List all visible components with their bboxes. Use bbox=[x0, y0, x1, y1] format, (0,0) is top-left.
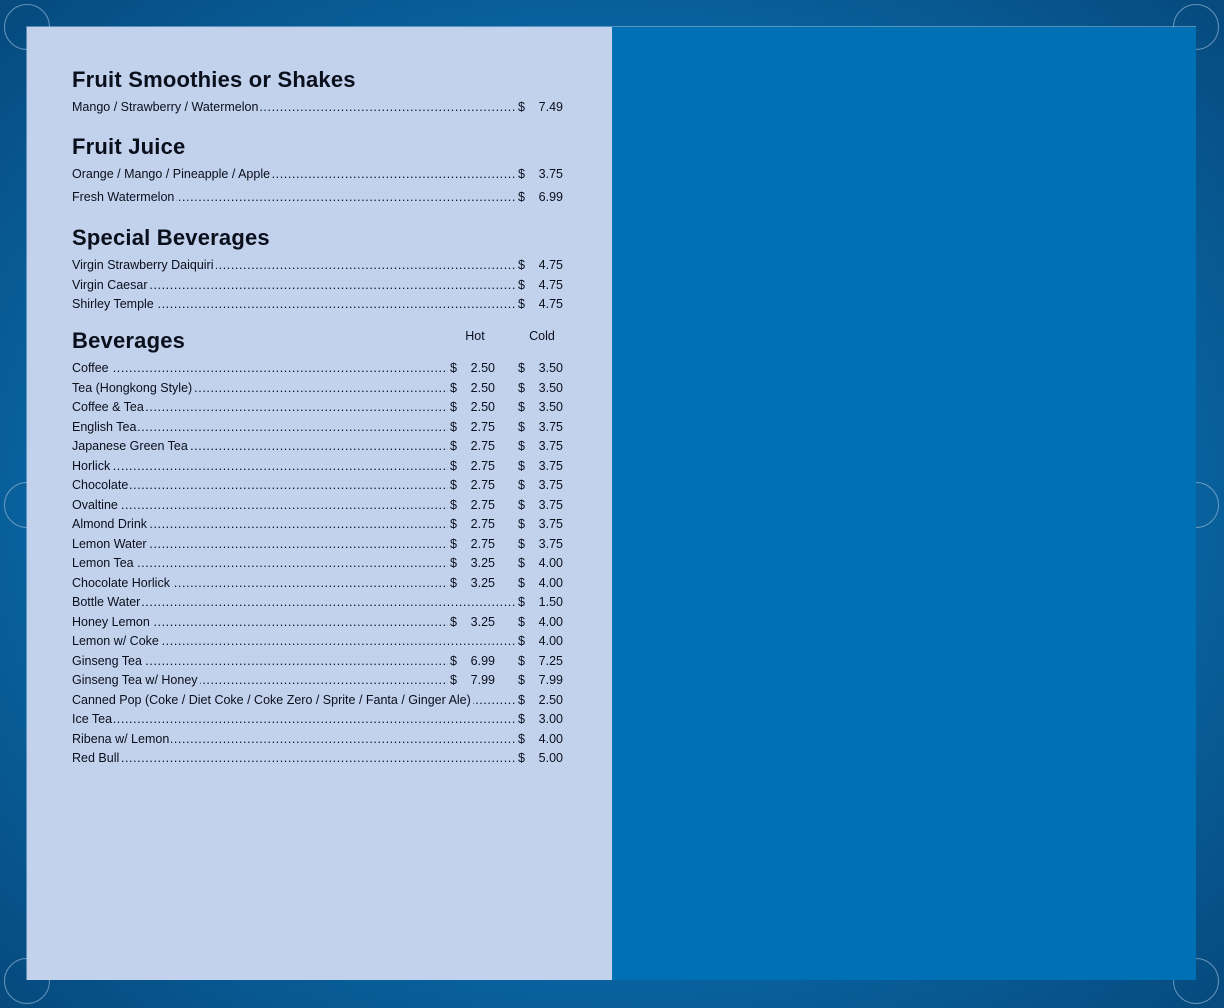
price-amount: 6.99 bbox=[538, 190, 563, 204]
currency-symbol: $ bbox=[450, 556, 457, 570]
currency-symbol: $ bbox=[450, 653, 457, 668]
price-cold bbox=[518, 458, 563, 475]
price-cold bbox=[518, 296, 563, 313]
currency-symbol: $ bbox=[518, 190, 525, 204]
price-cold bbox=[518, 672, 563, 689]
price-hot bbox=[450, 360, 495, 377]
menu-item-row bbox=[72, 189, 563, 206]
menu-item-row bbox=[72, 477, 563, 494]
currency-symbol: $ bbox=[518, 458, 525, 473]
menu-item-row bbox=[72, 166, 563, 183]
price-amount: 4.75 bbox=[538, 277, 563, 292]
price-cold bbox=[518, 99, 563, 116]
section-title-beverages: Beverages bbox=[72, 328, 186, 353]
price-amount: 4.00 bbox=[538, 556, 563, 570]
currency-symbol: $ bbox=[450, 517, 457, 531]
menu-item-row bbox=[72, 419, 563, 436]
section-title-smoothies: Fruit Smoothies or Shakes bbox=[72, 67, 356, 92]
currency-symbol: $ bbox=[518, 258, 525, 272]
menu-item-name: Canned Pop (Coke / Diet Coke / Coke Zero / Sprite / Fanta / Ginger Ale) bbox=[72, 692, 471, 707]
menu-item-row bbox=[72, 360, 563, 377]
currency-symbol: $ bbox=[450, 380, 457, 395]
price-amount: 4.75 bbox=[538, 258, 563, 272]
currency-symbol: $ bbox=[450, 400, 457, 414]
price-amount: 3.75 bbox=[538, 167, 563, 181]
menu-item-row bbox=[72, 653, 563, 670]
menu-item-name: Chocolate bbox=[72, 478, 129, 492]
price-amount: 3.75 bbox=[538, 497, 563, 512]
price-hot bbox=[450, 575, 495, 592]
currency-symbol: $ bbox=[518, 595, 525, 609]
menu-item-row bbox=[72, 692, 563, 709]
currency-symbol: $ bbox=[518, 277, 525, 292]
price-cold bbox=[518, 614, 563, 631]
menu-item-row bbox=[72, 555, 563, 572]
price-amount: 3.25 bbox=[470, 556, 495, 570]
price-amount: 2.75 bbox=[470, 478, 495, 492]
price-hot bbox=[450, 653, 495, 670]
menu-item-name: Virgin Caesar bbox=[72, 277, 148, 292]
currency-symbol: $ bbox=[450, 536, 457, 551]
price-amount: 6.99 bbox=[470, 653, 495, 668]
currency-symbol: $ bbox=[518, 361, 525, 375]
currency-symbol: $ bbox=[518, 692, 525, 707]
currency-symbol: $ bbox=[518, 100, 525, 114]
price-cold bbox=[518, 438, 563, 455]
menu-item-name: Almond Drink bbox=[72, 517, 148, 531]
menu-item-name: Lemon Tea bbox=[72, 556, 134, 570]
currency-symbol: $ bbox=[450, 575, 457, 590]
menu-item-row bbox=[72, 438, 563, 455]
price-hot bbox=[450, 536, 495, 553]
price-cold bbox=[518, 711, 563, 728]
menu-item-row bbox=[72, 711, 563, 728]
menu-item-row bbox=[72, 614, 563, 631]
currency-symbol: $ bbox=[518, 167, 525, 181]
currency-symbol: $ bbox=[518, 380, 525, 395]
price-amount: 4.00 bbox=[538, 731, 563, 746]
price-amount: 3.50 bbox=[538, 400, 563, 414]
currency-symbol: $ bbox=[518, 614, 525, 629]
price-hot bbox=[450, 672, 495, 689]
price-hot bbox=[450, 380, 495, 397]
column-header-cold: Cold bbox=[529, 329, 555, 343]
price-cold bbox=[518, 189, 563, 206]
price-amount: 3.50 bbox=[538, 380, 563, 395]
price-amount: 3.25 bbox=[470, 575, 495, 590]
menu-item-row bbox=[72, 633, 563, 650]
currency-symbol: $ bbox=[518, 419, 525, 434]
currency-symbol: $ bbox=[450, 361, 457, 375]
menu-item-name: Bottle Water bbox=[72, 595, 141, 609]
price-amount: 3.75 bbox=[538, 478, 563, 492]
currency-symbol: $ bbox=[518, 673, 525, 687]
price-cold bbox=[518, 277, 563, 294]
price-hot bbox=[450, 438, 495, 455]
menu-item-name: Ice Tea bbox=[72, 712, 113, 726]
price-hot bbox=[450, 516, 495, 533]
price-cold bbox=[518, 497, 563, 514]
menu-item-row bbox=[72, 672, 563, 689]
currency-symbol: $ bbox=[518, 575, 525, 590]
currency-symbol: $ bbox=[450, 497, 457, 512]
price-cold bbox=[518, 380, 563, 397]
currency-symbol: $ bbox=[518, 400, 525, 414]
menu-item-row bbox=[72, 575, 563, 592]
menu-item-name: Horlick bbox=[72, 458, 111, 473]
currency-symbol: $ bbox=[518, 536, 525, 551]
price-cold bbox=[518, 360, 563, 377]
menu-item-row bbox=[72, 750, 563, 767]
price-amount: 2.75 bbox=[470, 439, 495, 453]
price-amount: 3.75 bbox=[538, 419, 563, 434]
price-hot bbox=[450, 477, 495, 494]
menu-item-name: Orange / Mango / Pineapple / Apple bbox=[72, 167, 271, 181]
menu-item-name: Virgin Strawberry Daiquiri bbox=[72, 258, 214, 272]
price-amount: 7.49 bbox=[538, 100, 563, 114]
price-amount: 3.75 bbox=[538, 439, 563, 453]
currency-symbol: $ bbox=[450, 673, 457, 687]
price-amount: 7.99 bbox=[538, 673, 563, 687]
currency-symbol: $ bbox=[518, 653, 525, 668]
price-amount: 2.75 bbox=[470, 458, 495, 473]
menu-item-row bbox=[72, 296, 563, 313]
column-header-hot: Hot bbox=[465, 329, 485, 343]
price-amount: 2.50 bbox=[470, 361, 495, 375]
currency-symbol: $ bbox=[450, 458, 457, 473]
menu-item-name: Chocolate Horlick bbox=[72, 575, 170, 590]
section-title-special-beverages: Special Beverages bbox=[72, 225, 270, 250]
price-hot bbox=[450, 555, 495, 572]
price-amount: 2.75 bbox=[470, 536, 495, 551]
price-cold bbox=[518, 633, 563, 650]
menu-item-name: Lemon Water bbox=[72, 536, 147, 551]
menu-item-name: Ribena w/ Lemon bbox=[72, 731, 170, 746]
menu-item-row bbox=[72, 731, 563, 748]
dot-leader bbox=[72, 497, 448, 514]
price-cold bbox=[518, 536, 563, 553]
menu-item-row bbox=[72, 399, 563, 416]
dot-leader bbox=[72, 711, 516, 728]
menu-page bbox=[27, 27, 612, 980]
price-amount: 1.50 bbox=[538, 595, 563, 609]
price-amount: 7.99 bbox=[470, 673, 495, 687]
price-cold bbox=[518, 477, 563, 494]
menu-item-name: Honey Lemon bbox=[72, 614, 150, 629]
menu-item-row bbox=[72, 277, 563, 294]
currency-symbol: $ bbox=[450, 478, 457, 492]
price-amount: 4.00 bbox=[538, 575, 563, 590]
price-cold bbox=[518, 575, 563, 592]
price-amount: 2.50 bbox=[538, 692, 563, 707]
menu-item-name: Japanese Green Tea bbox=[72, 439, 188, 453]
menu-item-name: Fresh Watermelon bbox=[72, 190, 175, 204]
dot-leader bbox=[72, 458, 448, 475]
currency-symbol: $ bbox=[518, 556, 525, 570]
currency-symbol: $ bbox=[518, 712, 525, 726]
price-hot bbox=[450, 614, 495, 631]
price-amount: 3.50 bbox=[538, 361, 563, 375]
price-amount: 3.75 bbox=[538, 517, 563, 531]
menu-item-name: Shirley Temple bbox=[72, 297, 154, 311]
menu-item-row bbox=[72, 458, 563, 475]
menu-item-row bbox=[72, 594, 563, 611]
menu-item-row bbox=[72, 99, 563, 116]
currency-symbol: $ bbox=[518, 751, 525, 765]
section-title-fruit-juice: Fruit Juice bbox=[72, 134, 186, 159]
price-hot bbox=[450, 399, 495, 416]
menu-item-row bbox=[72, 536, 563, 553]
price-amount: 2.75 bbox=[470, 517, 495, 531]
price-amount: 3.75 bbox=[538, 536, 563, 551]
price-cold bbox=[518, 166, 563, 183]
price-cold bbox=[518, 594, 563, 611]
price-cold bbox=[518, 731, 563, 748]
menu-item-row bbox=[72, 497, 563, 514]
price-amount: 4.00 bbox=[538, 614, 563, 629]
price-amount: 3.00 bbox=[538, 712, 563, 726]
price-amount: 3.25 bbox=[470, 614, 495, 629]
menu-item-name: Mango / Strawberry / Watermelon bbox=[72, 100, 259, 114]
currency-symbol: $ bbox=[450, 439, 457, 453]
price-cold bbox=[518, 653, 563, 670]
price-cold bbox=[518, 750, 563, 767]
currency-symbol: $ bbox=[518, 634, 525, 648]
price-cold bbox=[518, 399, 563, 416]
price-cold bbox=[518, 516, 563, 533]
price-cold bbox=[518, 419, 563, 436]
price-amount: 3.75 bbox=[538, 458, 563, 473]
menu-item-row bbox=[72, 380, 563, 397]
currency-symbol: $ bbox=[518, 517, 525, 531]
price-hot bbox=[450, 458, 495, 475]
currency-symbol: $ bbox=[518, 439, 525, 453]
price-hot bbox=[450, 419, 495, 436]
price-amount: 2.50 bbox=[470, 380, 495, 395]
price-amount: 4.75 bbox=[538, 297, 563, 311]
blank-right-panel bbox=[612, 27, 1196, 980]
price-amount: 5.00 bbox=[538, 751, 563, 765]
price-cold bbox=[518, 692, 563, 709]
currency-symbol: $ bbox=[518, 478, 525, 492]
price-amount: 4.00 bbox=[538, 634, 563, 648]
menu-item-row bbox=[72, 516, 563, 533]
menu-item-row bbox=[72, 257, 563, 274]
menu-item-name: Coffee bbox=[72, 361, 109, 375]
dot-leader bbox=[72, 750, 516, 767]
currency-symbol: $ bbox=[518, 497, 525, 512]
price-hot bbox=[450, 497, 495, 514]
price-amount: 2.75 bbox=[470, 497, 495, 512]
currency-symbol: $ bbox=[518, 731, 525, 746]
price-amount: 2.50 bbox=[470, 400, 495, 414]
price-cold bbox=[518, 257, 563, 274]
menu-item-name: Tea (Hongkong Style) bbox=[72, 380, 193, 395]
menu-item-name: Ginseng Tea w/ Honey bbox=[72, 673, 198, 687]
price-amount: 7.25 bbox=[538, 653, 563, 668]
currency-symbol: $ bbox=[450, 614, 457, 629]
menu-item-name: Coffee & Tea bbox=[72, 400, 144, 414]
menu-item-name: English Tea bbox=[72, 419, 137, 434]
menu-item-name: Ginseng Tea bbox=[72, 653, 142, 668]
menu-item-name: Lemon w/ Coke bbox=[72, 634, 159, 648]
currency-symbol: $ bbox=[450, 419, 457, 434]
currency-symbol: $ bbox=[518, 297, 525, 311]
menu-item-name: Red Bull bbox=[72, 751, 120, 765]
menu-item-name: Ovaltine bbox=[72, 497, 118, 512]
dot-leader bbox=[72, 360, 448, 377]
price-amount: 2.75 bbox=[470, 419, 495, 434]
price-cold bbox=[518, 555, 563, 572]
